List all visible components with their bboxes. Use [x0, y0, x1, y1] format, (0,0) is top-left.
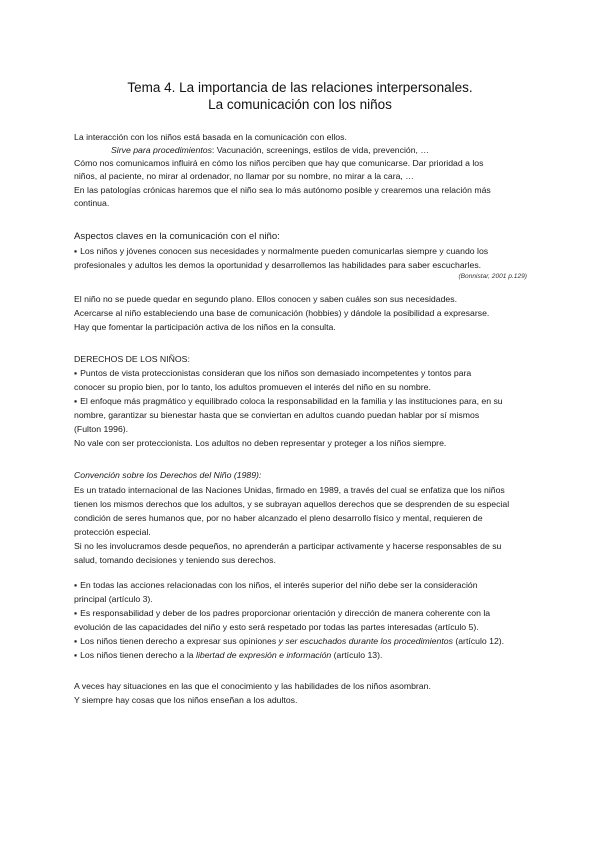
intro-line-1: La interacción con los niños está basada en la comunicación con ellos. [74, 132, 347, 142]
intro-line-2 [111, 144, 429, 157]
aspectos-paragraph-1: El niño no se puede quedar en segundo plano. Ellos conocen y saben cuáles son sus necesidades. [74, 294, 458, 304]
convencion-bullet-3-italic: y ser escuchados durante los procedimientos [278, 636, 453, 646]
convencion-bullet-4 [74, 649, 382, 662]
convencion-bullet-2-line-1: ▪ Es responsabilidad y deber de los padres proporcionar orientación y dirección de manera coherente con la [74, 607, 490, 620]
aspectos-bullet-1-line-2: profesionales y adultos les demos la oportunidad y desarrollemos las habilidades para saber escucharles. [74, 260, 482, 270]
derechos-bullet-2-line-3: (Fulton 1996). [74, 424, 129, 434]
closing-line-2: Y siempre hay cosas que los niños enseñan a los adultos. [74, 695, 298, 705]
convencion-bullet-1-line-1: ▪ En todas las acciones relacionadas con los niños, el interés superior del niño debe ser la consideración [74, 579, 478, 592]
closing-line-1: A veces hay situaciones en las que el conocimiento y las habilidades de los niños asombran. [74, 681, 431, 691]
derechos-bullet-2-line-2: nombre, garantizar su bienestar hasta que se conviertan en adultos cuando puedan hablar por sí mismos [74, 410, 480, 420]
aspectos-bullet-1-line-1: ▪ Los niños y jóvenes conocen sus necesidades y normalmente pueden comunicarlas siempre y cuando los [74, 245, 488, 258]
convencion-line-6: salud, tomando decisiones y teniendo sus derechos. [74, 555, 276, 565]
aspectos-heading: Aspectos claves en la comunicación con el niño: [74, 231, 280, 242]
convencion-line-3: condición de seres humanos que, por no haber alcanzado el pleno desarrollo físico y mental, requieren de [74, 513, 483, 523]
intro-line-6: continua. [74, 198, 110, 208]
intro-line-2-rest: : Vacunación, screenings, estilos de vida, prevención, … [211, 145, 430, 155]
convencion-line-5: Si no les involucramos desde pequeños, no aprenderán a participar activamente y hacerse responsables de su [74, 541, 502, 551]
document-title-line1: Tema 4. La importancia de las relaciones interpersonales. [127, 80, 473, 95]
convencion-bullet-3 [74, 635, 504, 648]
convencion-line-2: tienen los mismos derechos que los adultos, y se subrayan aquellos derechos que se desprenden de su especial [74, 499, 510, 509]
convencion-bullet-1-line-2: principal (artículo 3). [74, 594, 153, 604]
convencion-bullet-2-line-2: evolución de las capacidades del niño y esto será respetado por todas las partes interesadas (artículo 5). [74, 622, 479, 632]
convencion-bullet-4-start: Los niños tienen derecho a la [80, 650, 197, 660]
intro-line-5: En las patologías crónicas haremos que el niño sea lo más autónomo posible y crearemos una relación más [74, 185, 491, 195]
aspectos-paragraph-3: Hay que fomentar la participación activa de los niños en la consulta. [74, 322, 336, 332]
aspectos-paragraph-2: Acercarse al niño estableciendo una base de comunicación (hobbies) y dándole la posibilidad a expresarse. [74, 308, 490, 318]
aspectos-citation: (Bonnistar, 2001 p.129) [458, 273, 527, 280]
convencion-bullet-4-end: (artículo 13). [331, 650, 383, 660]
derechos-bullet-1-line-2: conocer su propio bien, por lo tanto, los adultos promueven el interés del niño en su nombre. [74, 382, 431, 392]
derechos-heading: DERECHOS DE LOS NIÑOS: [74, 354, 190, 364]
derechos-bullet-2-line-1: ▪ El enfoque más pragmático y equilibrado coloca la responsabilidad en la familia y las instituciones para, en su [74, 395, 503, 408]
derechos-bullet-1-line-1: ▪ Puntos de vista proteccionistas consideran que los niños son demasiado incompetentes y tontos para [74, 367, 471, 380]
convencion-bullet-4-italic: libertad de expresión e información [196, 650, 332, 660]
document-title-line2: La comunicación con los niños [208, 97, 392, 112]
convencion-line-1: Es un tratado internacional de las Naciones Unidas, firmado en 1989, a través del cual se enfatiza que los niños [74, 485, 505, 495]
intro-italic-phrase: Sirve para procedimientos [111, 145, 212, 155]
convencion-heading: Convención sobre los Derechos del Niño (1989): [74, 470, 262, 480]
convencion-bullet-3-start: Los niños tienen derecho a expresar sus opiniones [80, 636, 279, 646]
intro-line-3: Cómo nos comunicamos influirá en cómo los niños perciben que hay que comunicarse. Dar prioridad a los [74, 158, 484, 168]
derechos-paragraph-1: No vale con ser proteccionista. Los adultos no deben representar y proteger a los niños siempre. [74, 438, 447, 448]
convencion-bullet-3-end: (artículo 12). [452, 636, 505, 646]
convencion-line-4: protección especial. [74, 527, 151, 537]
intro-line-4: niños, al paciente, no mirar al ordenador, no llamar por su nombre, no mirar a la cara, … [74, 171, 414, 181]
